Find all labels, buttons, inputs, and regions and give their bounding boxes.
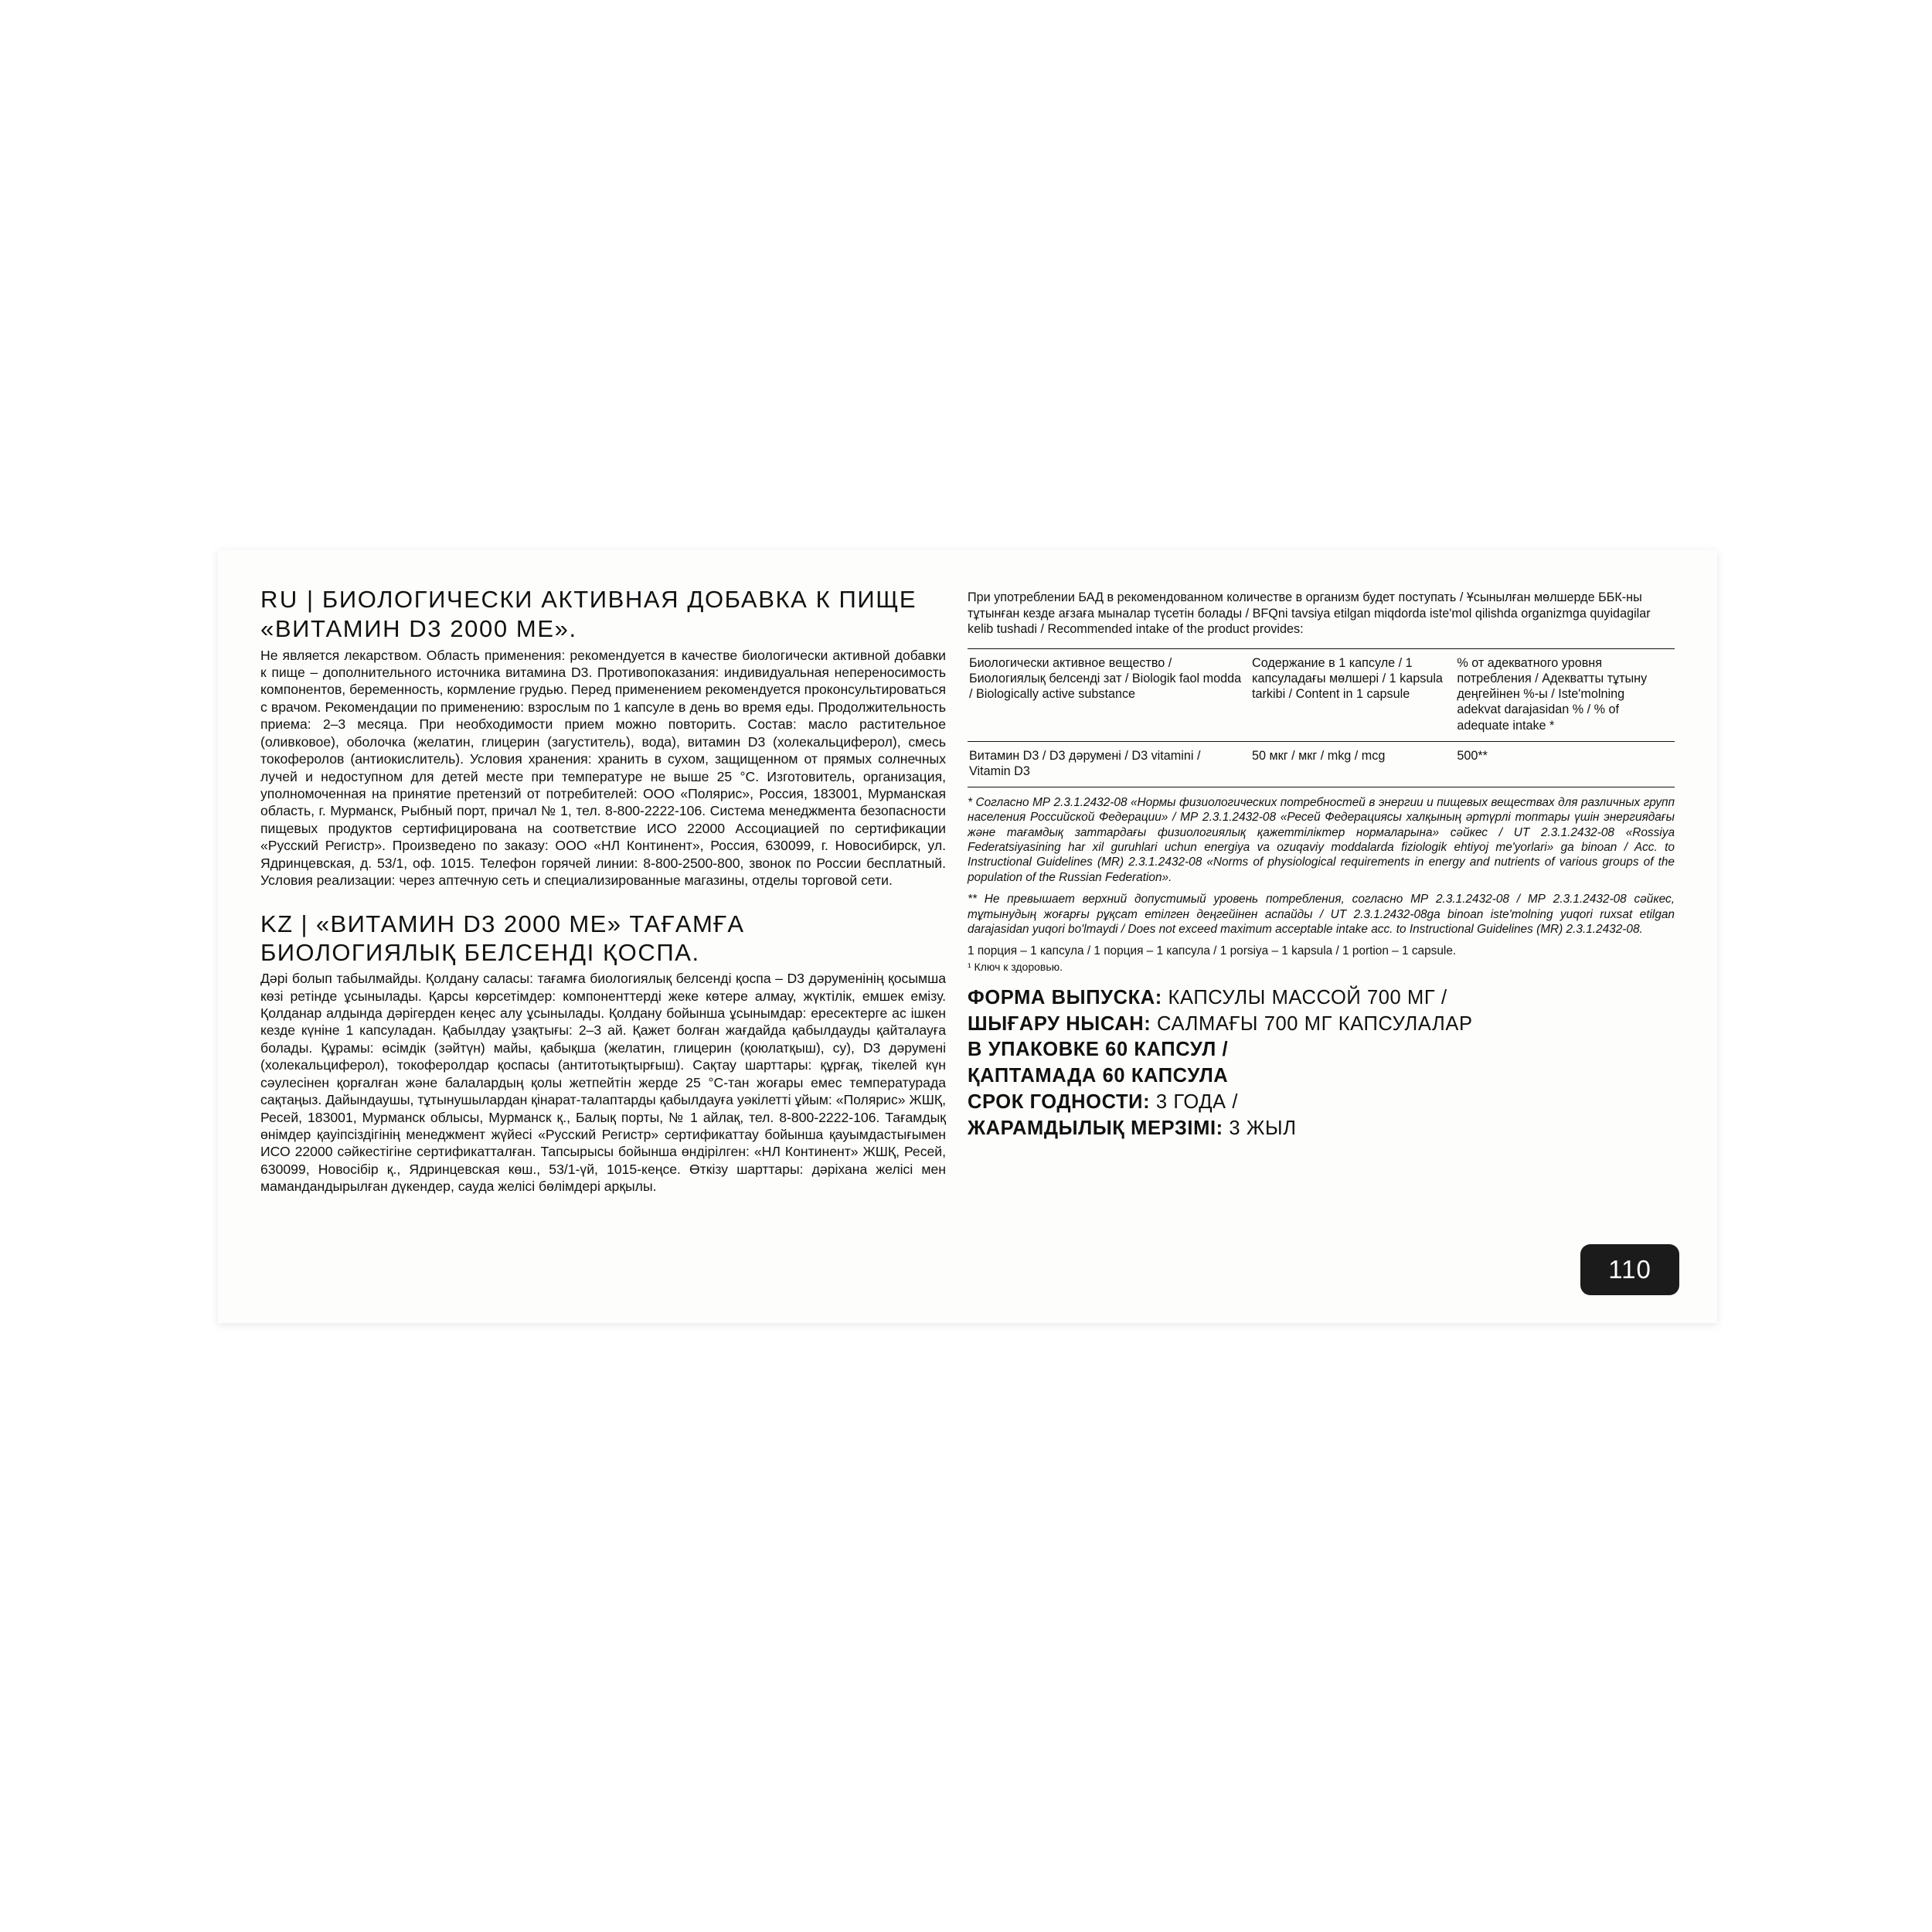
release-info-block xyxy=(968,985,1675,1142)
nutrition-cell-substance: Витамин D3 / D3 дәрумені / D3 vitamini / Vitamin D3 xyxy=(968,741,1250,787)
nutrition-table-header-row xyxy=(968,649,1675,741)
release-form-ru-label: ФОРМА ВЫПУСКА: xyxy=(968,986,1162,1009)
ru-body-text: Не является лекарством. Область применения: рекомендуется в качестве биологически активной добавки к пище – дополнительного источника витамина D3. Противопоказания: индивидуальная непереносимость компонентов, беременность, кормление грудью. Перед применением рекомендуется проконсультироваться с врачом. Рекомендации по применению: взрослым по 1 капсуле в день во время еды. Продолжительность приема: 2–3 месяца. При необходимости прием можно повторить. Состав: масло растительное (оливковое), оболочка (желатин, глицерин (загуститель), вода), витамин D3 (холекальциферол), смесь токоферолов (антиокислитель). Условия хранения: хранить в сухом, защищенном от прямых солнечных лучей и недоступном для детей месте при температуре не выше 25 °С. Изготовитель, организация, уполномоченная на принятие претензий от потребителей: ООО «Полярис», Россия, 183001, Мурманская область, г. Мурманск, Рыбный порт, причал № 1, тел. 8-800-2222-106. Система менеджмента безопасности пищевых продуктов сертифицирована на соответствие ИСО 22000 Ассоциацией по сертификации «Русский Регистр». Произведено по заказу: ООО «НЛ Континент», Россия, 630099, г. Новосибирск, ул. Ядринцевская, д. 53/1, оф. 1015. Телефон горячей линии: 8-800-2500-800, звонок по России бесплатный. Условия реализации: через аптечную сеть и специализированные магазины, отделы торговой сети. xyxy=(260,647,946,889)
shelf-life-ru-line xyxy=(968,1090,1675,1116)
key-to-health-note: ¹ Ключ к здоровью. xyxy=(968,961,1063,974)
product-label-card xyxy=(218,550,1717,1323)
nutrition-header-content: Содержание в 1 капсуле / 1 капсуладағы мөлшері / 1 kapsula tarkibi / Content in 1 capsule xyxy=(1250,649,1455,741)
shelf-life-kz-value: 3 ЖЫЛ xyxy=(1223,1117,1297,1140)
kz-title-separator: | xyxy=(301,910,316,937)
nutrition-cell-percent: 500** xyxy=(1455,741,1675,787)
release-form-kz-label: ШЫҒАРУ НЫСАН: xyxy=(968,1012,1151,1035)
ru-language-code: RU xyxy=(260,586,299,613)
release-form-kz-value: САЛМАҒЫ 700 МГ КАПСУЛАЛАР xyxy=(1151,1012,1473,1035)
kz-title-line2: БЕЛСЕНДІ ҚОСПА. xyxy=(464,939,700,967)
release-form-ru-value: КАПСУЛЫ МАССОЙ 700 МГ / xyxy=(1162,986,1447,1009)
table-row xyxy=(968,741,1675,787)
ru-title-separator: | xyxy=(307,586,322,613)
pack-count-kz-line xyxy=(968,1063,1675,1090)
label-left-column xyxy=(260,585,968,1300)
ru-title-line2: «ВИТАМИН D3 2000 МЕ». xyxy=(260,614,577,642)
footnote-asterisk: * Согласно МР 2.3.1.2432-08 «Нормы физиологических потребностей в энергии и пищевых веществах для различных групп населения Российской Федерации» / МР 2.3.1.2432-08 «Ресей Федерациясы халқының әртүрлі топтары үшін энергиядағы және тағамдық заттардағы физиологиялық қажеттіліктер нормаларына» сәйкес / UT 2.3.1.2432-08 «Rossiya Federatsiyasining har xil guruhlari uchun energiya va ozuqaviy moddalarda fiziologik ehtiyoj me'yorlari» ga binoan / Acc. to Instructional Guidelines (MR) 2.3.1.2432-08 «Norms of physiological requirements in energy and nutrients of various groups of the population of the Russian Federation». xyxy=(968,795,1675,884)
shelf-life-kz-line xyxy=(968,1116,1675,1142)
footnotes-block xyxy=(968,795,1675,937)
release-form-kz-line xyxy=(968,1012,1675,1038)
kz-body-text: Дәрі болып табылмайды. Қолдану саласы: тағамға биологиялық белсенді қоспа – D3 дәруменінің қосымша көзі ретінде ұсынылады. Қарсы көрсетімдер: компоненттерді жеке көтере алмау, жүктілік, емшек емізу. Қолданар алдында дәрігерден кеңес алу ұсынылады. Қолдану бойынша ұсынымдар: ересектерге ас ішкен кезде күніне 1 капсуладан. Қабылдау ұзақтығы: 2–3 ай. Қажет болған жағдайда қабылдауды қайталауға болады. Құрамы: өсімдік (зәйтүн) майы, қабықша (желатин, глицерин (қоюлатқыш), су), D3 дәрумені (холекальциферол), токоферолдар қоспасы (антитотықтырғыш). Сақтау шарттары: құрғақ, тікелей күн сәулесінен қорғалған және балалардың қолы жетпейтін жерде 25 °С-тан жоғары емес температурада сақтаңыз. Дайындаушы, тұтынушылардан қінарат-талаптарды қабылдауға уәкілетті ұйым: «Полярис» ЖШҚ, Ресей, 183001, Мурманск облысы, Мурманск қ., Балық порты, № 1 айлақ, тел. 8-800-2222-106. Тағамдық өнімдер қауіпсіздігінің менеджмент жүйесі «Русский Регистр» сертификаттау бойынша қауымдастығымен ИСО 22000 сәйкестігіне сертификатталған. Тапсырысы бойынша өндірілген: «НЛ Континент» ЖШҚ, Ресей, 630099, Новосібір қ., Ядринцевская көш., 53/1-үй, 1015-кеңсе. Өткізу шарттары: дәріхана желісі мен мамандандырылған дүкендер, сауда желісі бөлімдері арқылы. xyxy=(260,971,946,1195)
shelf-life-ru-label: СРОК ГОДНОСТИ: xyxy=(968,1091,1151,1114)
ru-title-line1: БИОЛОГИЧЕСКИ АКТИВНАЯ ДОБАВКА К ПИЩЕ xyxy=(321,586,917,613)
kz-title xyxy=(260,910,946,968)
label-columns xyxy=(218,550,1717,1323)
ru-title xyxy=(260,585,946,644)
nutrition-header-substance: Биологически активное вещество / Биологиялық белсенді зат / Biologik faol modda / Biologically active substance xyxy=(968,649,1250,741)
release-form-ru-line xyxy=(968,985,1675,1012)
intake-note: При употреблении БАД в рекомендованном количестве в организм будет поступать / Ұсынылған мөлшерде ББК-ны тұтынған кезде ағзаға мыналар түсетін болады / BFQni tavsiya etilgan miqdorda iste'mol qilishda organizmga quyidagilar kelib tushadi / Recommended intake of the product provides: xyxy=(968,590,1651,637)
shelf-life-ru-value: 3 ГОДА / xyxy=(1150,1091,1239,1114)
pack-count-kz-label: ҚАПТАМАДА 60 КАПСУЛА xyxy=(968,1065,1229,1087)
pack-count-ru-line xyxy=(968,1037,1675,1063)
pack-count-ru-label: В УПАКОВКЕ 60 КАПСУЛ / xyxy=(968,1039,1229,1061)
nutrition-header-percent: % от адекватного уровня потребления / Адекватты тұтыну деңгейінен %-ы / Iste'molning adekvat darajasidan % / % of adequate intake * xyxy=(1455,649,1675,741)
label-right-column xyxy=(968,585,1675,1300)
kz-title-line1: «ВИТАМИН D3 2000 МЕ» ТАҒАМҒА БИОЛОГИЯЛЫҚ xyxy=(260,910,745,967)
portion-line: 1 порция – 1 капсула / 1 порция – 1 капсула / 1 porsiya – 1 kapsula / 1 portion – 1 capsule. xyxy=(968,944,1457,958)
footnote-double-asterisk: ** Не превышает верхний допустимый уровень потребления, согласно МР 2.3.1.2432-08 / МР 2.3.1.2432-08 сәйкес, тұтынудың жоғарғы рұқсат етілген деңгейінен аспайды / UT 2.3.1.2432-08ga binoan iste'molning yuqori ruxsat etilgan darajasidan yuqori bo'lmaydi / Does not exceed maximum acceptable intake acc. to Instructional Guidelines (MR) 2.3.1.2432-08. xyxy=(968,893,1675,936)
kz-language-code: KZ xyxy=(260,910,294,937)
nutrition-cell-content: 50 мкг / мкг / mkg / mcg xyxy=(1250,741,1455,787)
shelf-life-kz-label: ЖАРАМДЫЛЫҚ МЕРЗІМІ: xyxy=(968,1117,1223,1140)
nutrition-table xyxy=(968,648,1675,787)
status-badge: 110 xyxy=(1580,1244,1679,1295)
